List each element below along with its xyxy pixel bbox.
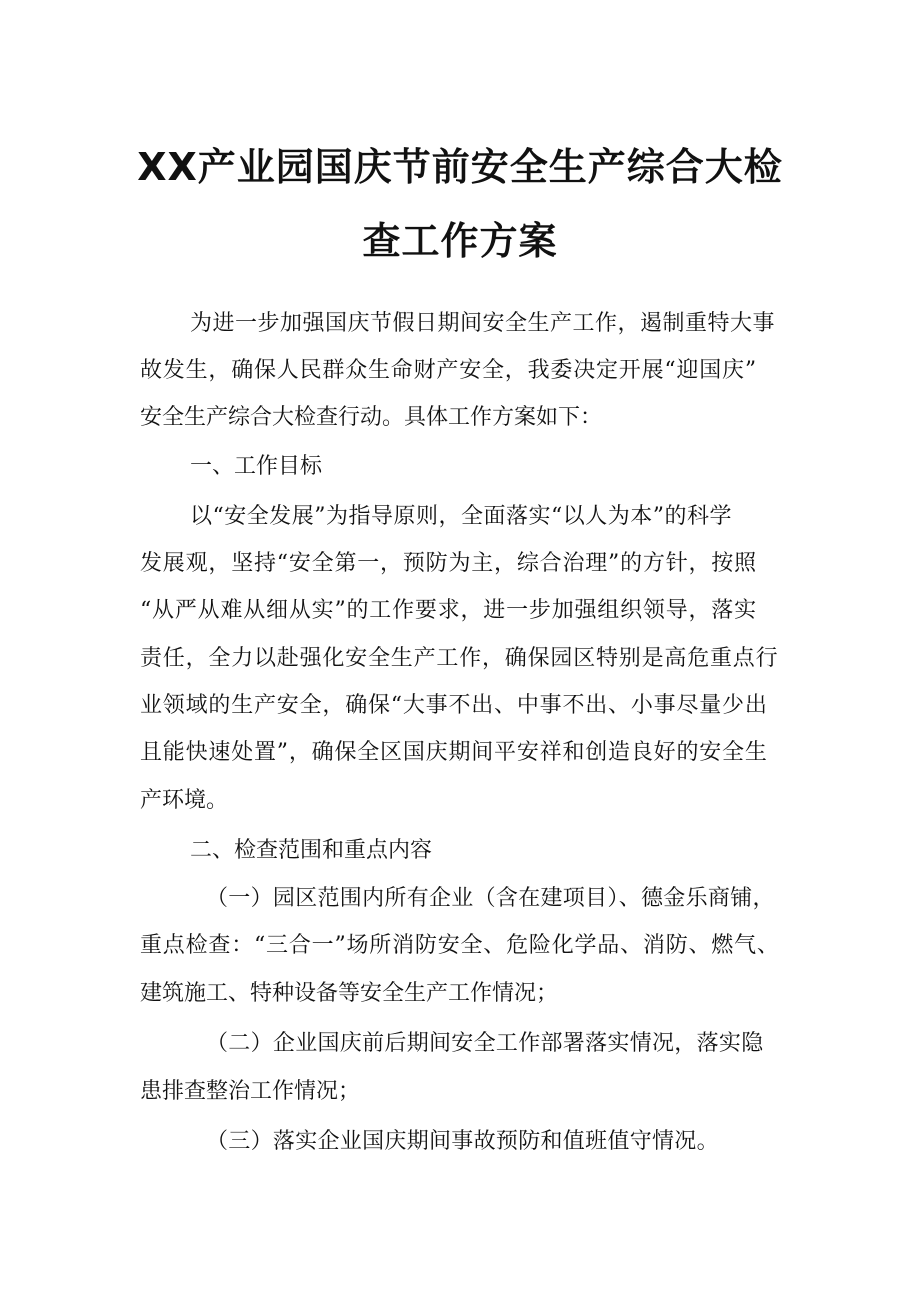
goals-paragraph-line-7: 产环境。 [140,788,229,813]
intro-paragraph-line-1: 为进一步加强国庆节假日期间安全生产工作，遏制重特大事 [190,311,776,336]
goals-paragraph-line-5: 业领域的生产安全，确保“大事不出、中事不出、小事尽量少出 [140,693,768,718]
scope-item-1-line-2: 重点检查：“三合一”场所消防安全、危险化学品、消防、燃气、 [140,933,780,958]
scope-item-2-line-2: 患排查整治工作情况； [140,1079,361,1104]
goals-paragraph-line-4: 责任，全力以赴强化安全生产工作，确保园区特别是高危重点行 [140,646,779,671]
scope-item-1-line-1: （一）园区范围内所有企业（含在建项目）、德金乐商铺， [206,886,775,911]
goals-paragraph-line-2: 发展观，坚持“安全第一，预防为主，综合治理”的方针，按照 [140,551,757,576]
document-title-line-2: 查工作方案 [362,219,558,263]
intro-paragraph-line-3: 安全生产综合大检查行动。具体工作方案如下： [140,405,603,430]
goals-paragraph-line-1: 以“安全发展”为指导原则，全面落实“以人为本”的科学 [190,504,732,529]
scope-item-1-line-3: 建筑施工、特种设备等安全生产工作情况； [140,981,559,1006]
section-heading-scope: 二、检查范围和重点内容 [190,838,433,863]
scope-item-2-line-1: （二）企业国庆前后期间安全工作部署落实情况，落实隐 [206,1031,764,1056]
goals-paragraph-line-3: “从严从难从细从实”的工作要求，进一步加强组织领导，落实 [140,598,757,623]
scope-item-3-line-1: （三）落实企业国庆期间事故预防和值班值守情况。 [206,1129,719,1154]
intro-paragraph-line-2: 故发生，确保人民群众生命财产安全，我委决定开展“迎国庆” [140,358,757,383]
goals-paragraph-line-6: 且能快速处置”，确保全区国庆期间平安祥和创造良好的安全生 [140,740,768,765]
section-heading-goals: 一、工作目标 [190,454,323,479]
document-title-line-1: XX产业园国庆节前安全生产综合大检 [137,145,783,189]
